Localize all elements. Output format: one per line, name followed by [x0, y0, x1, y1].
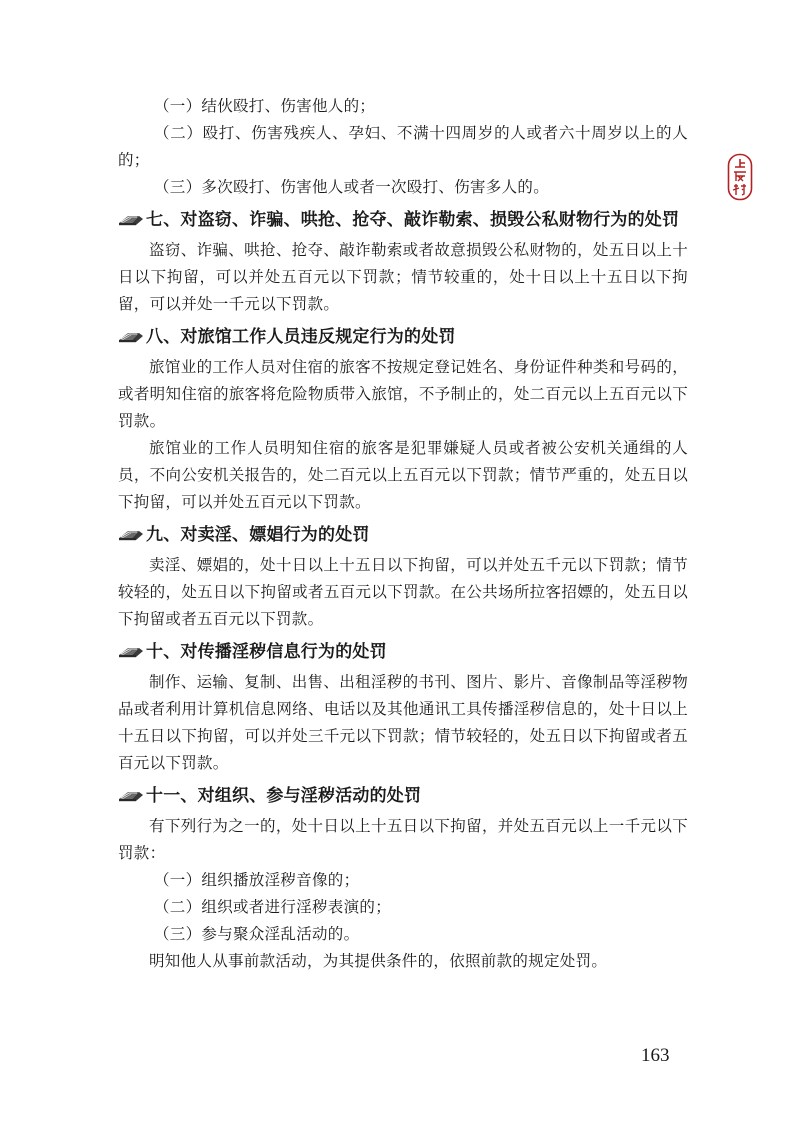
section-11-paragraph-2: 明知他人从事前款活动，为其提供条件的，依照前款的规定处罚。: [149, 952, 608, 970]
section-11-list-item-1: （一）组织播放淫秽音像的；: [154, 871, 360, 889]
section-10-paragraph-1: 制作、运输、复制、出售、出租淫秽的书刊、图片、影片、音像制品等淫秽物品或者利用计算机信息网络、电话以及其他通讯工具传播淫秽信息的，处十日以上十五日以下拘留，可以并处三千元以下罚款；情节较轻的，处五日以下拘留或者五百元以下罚款。: [118, 673, 688, 772]
section-9-paragraph-1: 卖淫、嫖娼的，处十日以上十五日以下拘留，可以并处五千元以下罚款；情节较轻的，处五日以下拘留或者五百元以下罚款。在公共场所拉客招嫖的，处五日以下拘留或者五百元以下罚款。: [118, 556, 688, 628]
book-hand-icon: [118, 787, 144, 802]
section-11-paragraph-1: 有下列行为之一的，处十日以上十五日以下拘留，并处五百元以上一千元以下罚款：: [118, 817, 688, 862]
seal-stamp-icon: [727, 153, 753, 201]
list-item-2: （二）殴打、伤害残疾人、孕妇、不满十四周岁的人或者六十周岁以上的人的；: [118, 124, 688, 169]
book-hand-icon: [118, 643, 144, 658]
list-item-3: （三）多次殴打、伤害他人或者一次殴打、伤害多人的。: [154, 178, 550, 196]
section-heading-9: [118, 520, 688, 550]
section-heading-10-text: 十、对传播淫秽信息行为的处罚: [146, 642, 387, 662]
book-hand-icon: [118, 526, 144, 541]
section-7-paragraph-1: 盗窃、诈骗、哄抢、抢夺、敲诈勒索或者故意损毁公私财物的，处五日以上十日以下拘留，可以并处五百元以下罚款；情节较重的，处十日以上十五日以下拘留，可以并处一千元以下罚款。: [118, 241, 688, 313]
section-11-list-item-3: （三）参与聚众淫乱活动的。: [154, 925, 360, 943]
section-heading-8: [118, 322, 688, 352]
book-hand-icon: [118, 328, 144, 343]
section-heading-7: [118, 205, 688, 235]
section-8-paragraph-2: 旅馆业的工作人员明知住宿的旅客是犯罪嫌疑人员或者被公安机关通缉的人员，不向公安机关报告的，处二百元以上五百元以下罚款；情节严重的，处五日以下拘留，可以并处五百元以下罚款。: [118, 439, 688, 511]
section-heading-8-text: 八、对旅馆工作人员违反规定行为的处罚: [146, 327, 456, 347]
section-8-paragraph-1: 旅馆业的工作人员对住宿的旅客不按规定登记姓名、身份证件种类和号码的，或者明知住宿的旅客将危险物质带入旅馆，不予制止的，处二百元以上五百元以下罚款。: [118, 358, 688, 430]
book-hand-icon: [118, 211, 144, 226]
section-heading-7-text: 七、对盗窃、诈骗、哄抢、抢夺、敲诈勒索、损毁公私财物行为的处罚: [146, 210, 680, 230]
page-body: [118, 93, 688, 975]
section-heading-10: [118, 637, 688, 667]
page-number: 163: [641, 1045, 670, 1066]
section-heading-9-text: 九、对卖淫、嫖娼行为的处罚: [146, 525, 370, 545]
section-heading-11-text: 十一、对组织、参与淫秽活动的处罚: [146, 786, 422, 806]
section-heading-11: [118, 781, 688, 811]
section-11-list-item-2: （二）组织或者进行淫秽表演的；: [154, 898, 392, 916]
list-item-1: （一）结伙殴打、伤害他人的；: [154, 97, 376, 115]
